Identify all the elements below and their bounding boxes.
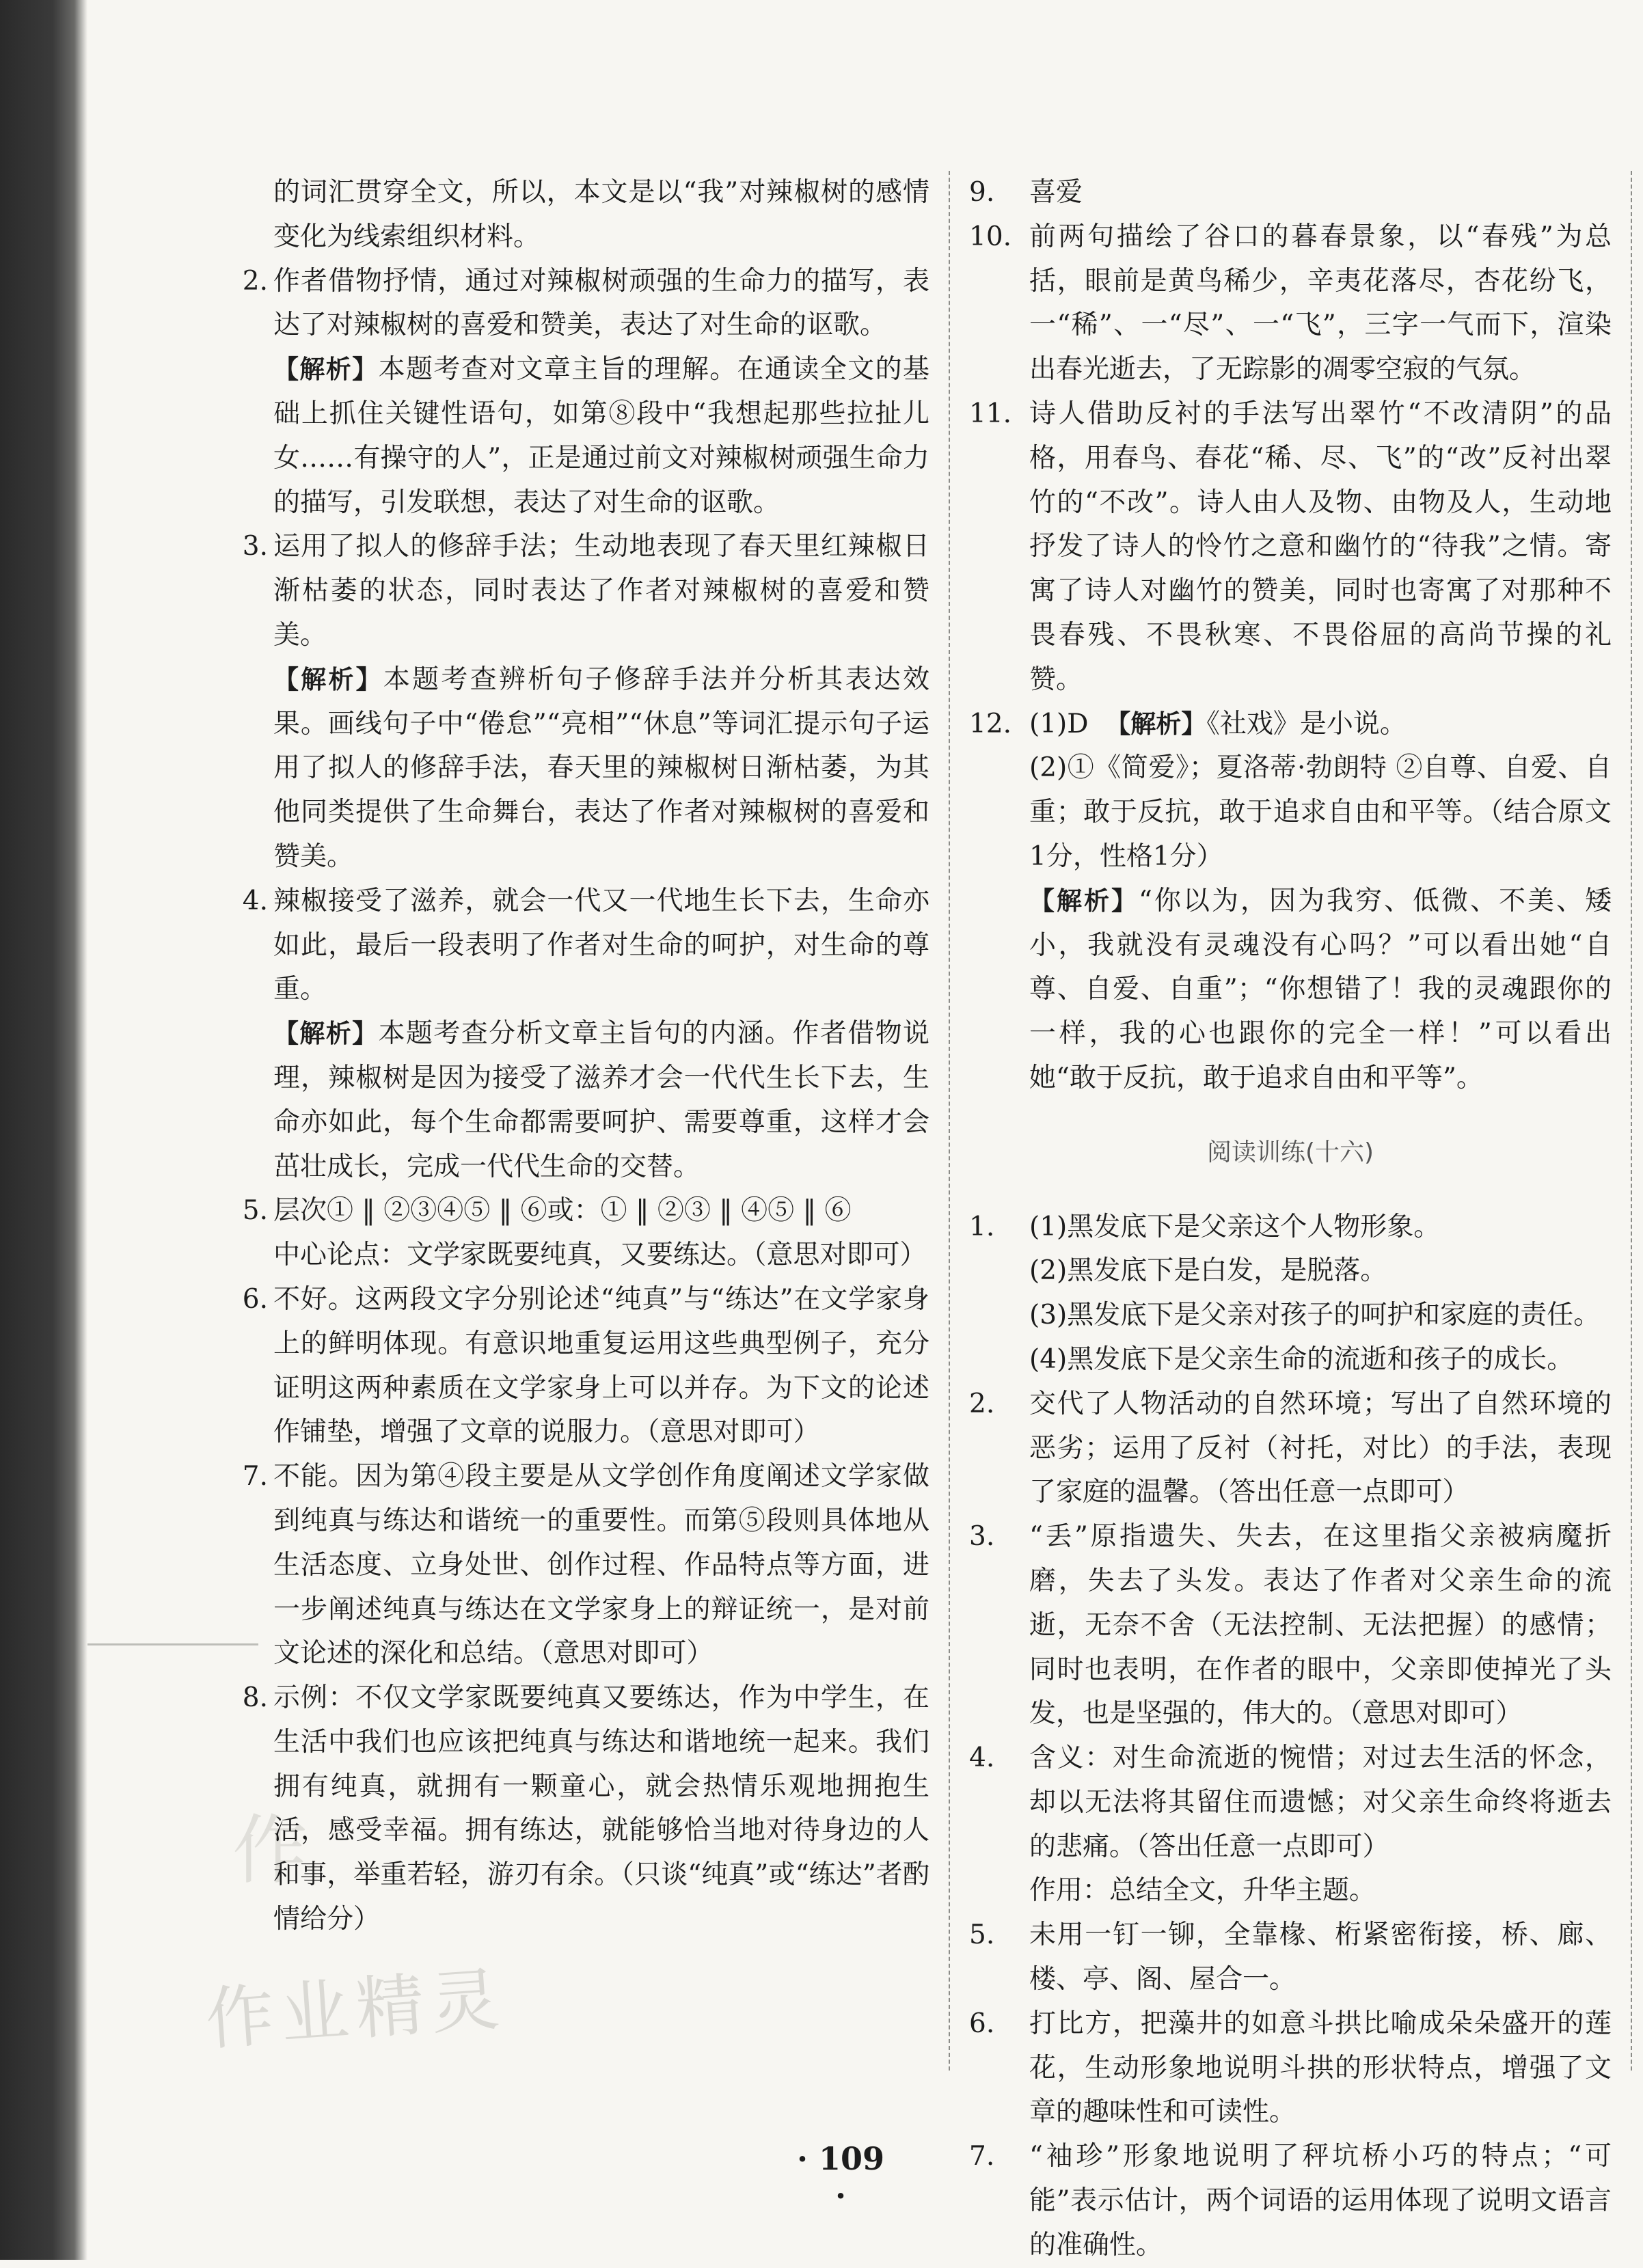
analysis-label: 【解析】 [273, 1019, 379, 1049]
page-number: · 109 · [796, 2140, 885, 2214]
answer-text: 含义：对生命流逝的惋惜；对过去生活的怀念，却以无法将其留住而遗憾；对父亲生命终将逝去的悲痛。（答出任意一点即可） [1029, 1743, 1612, 1862]
item-number: 11. [969, 398, 1012, 429]
sub-answer: (2)黑发底下是白发，是脱落。 [1029, 1255, 1387, 1287]
item-number: 5. [969, 1919, 995, 1951]
sub-answer: (4)黑发底下是父亲生命的流逝和孩子的成长。 [1029, 1343, 1574, 1375]
answer-item-11 [969, 392, 1612, 702]
analysis-label: 【解析】 [1029, 886, 1139, 916]
section-item-3 [969, 1515, 1612, 1736]
sub-answer: (1)黑发底下是父亲这个人物形象。 [1029, 1211, 1441, 1242]
answer-item-8 [242, 1676, 929, 1942]
analysis-text: 本题考查对文章主旨的理解。在通读全文的基础上抓住关键性语句，如第⑧段中“我想起那些拉扯儿女……有操守的人”，正是通过前文对辣椒树顽强生命力的描写，引发联想，表达了对生命的讴歌。 [273, 354, 929, 518]
item-number: 5. [242, 1195, 268, 1227]
answer-item-6 [242, 1278, 929, 1455]
item-number: 6. [242, 1283, 268, 1315]
item-number: 1. [969, 1211, 995, 1242]
item-number: 2. [969, 1388, 995, 1419]
part1-answer: (1)D [1029, 708, 1089, 739]
item-number: 7. [242, 1461, 268, 1492]
answer-text: 作者借物抒情，通过对辣椒树顽强的生命力的描写，表达了对辣椒树的喜爱和赞美，表达了对生命的讴歌。 [273, 265, 929, 341]
analysis-label: 【解析】 [273, 355, 379, 385]
analysis-label: 【解析】 [273, 664, 383, 694]
answer-item-2 [242, 260, 929, 525]
item-number: 8. [242, 1682, 268, 1714]
item-number: 10. [969, 221, 1012, 252]
watermark-faint: 作 [232, 1807, 308, 1894]
answer-item-7 [242, 1455, 929, 1676]
section-item-1 [969, 1205, 1612, 1382]
continuation-text: 的词汇贯穿全文，所以，本文是以“我”对辣椒树的感情变化为线索组织材料。 [273, 177, 929, 252]
sub-answer: (3)黑发底下是父亲对孩子的呵护和家庭的责任。 [1029, 1300, 1601, 1331]
answer-extra: 中心论点：文学家既要纯真，又要练达。（意思对即可） [273, 1240, 927, 1271]
item-number: 7. [969, 2141, 995, 2172]
answer-text: 未用一钉一铆，全靠椽、桁紧密衔接，桥、廊、楼、亭、阁、屋合一。 [1029, 1919, 1612, 1995]
section-item-7 [969, 2135, 1612, 2267]
answer-text: 示例：不仅文学家既要纯真又要练达，作为中学生，在生活中我们也应该把纯真与练达和谐地统一起来。我们拥有纯真，就拥有一颗童心，就会热情乐观地拥抱生活，感受幸福。拥有练达，就能够恰当地对待身边的人和事，举重若轻，游刃有余。（只谈“纯真”或“练达”者酌情给分） [273, 1682, 929, 1935]
analysis-text: 《社戏》是小说。 [1206, 708, 1407, 739]
right-column [969, 171, 1612, 2268]
answer-text: 打比方，把藻井的如意斗拱比喻成朵朵盛开的莲花，生动形象地说明斗拱的形状特点，增强了文章的趣味性和可读性。 [1029, 2008, 1612, 2128]
answer-item-5 [242, 1189, 929, 1278]
answer-item-12 [969, 702, 1612, 1101]
analysis-label: 【解析】 [1105, 709, 1207, 739]
right-margin-line [1631, 171, 1632, 2071]
answer-item-9 [969, 171, 1612, 215]
answer-item-3 [242, 525, 929, 879]
item-number: 12. [969, 708, 1012, 739]
answer-text: 喜爱 [1029, 177, 1083, 208]
analysis-text: 本题考查分析文章主旨句的内涵。作者借物说理，辣椒树是因为接受了滋养才会一代代生长下去，生命亦如此，每个生命都需要呵护、需要尊重，这样才会茁壮成长，完成一代代生命的交替。 [273, 1018, 929, 1182]
section-item-5 [969, 1913, 1612, 2002]
item-number: 2. [242, 265, 268, 297]
answer-item-4 [242, 879, 929, 1190]
item-number: 3. [969, 1521, 995, 1553]
answer-text: 交代了人物活动的自然环境；写出了自然环境的恶劣；运用了反衬（衬托，对比）的手法，表现了家庭的温馨。（答出任意一点即可） [1029, 1388, 1612, 1508]
analysis-text: 本题考查辨析句子修辞手法并分析其表达效果。画线句子中“倦怠”“亮相”“休息”等词汇提示句子运用了拟人的修辞手法，春天里的辣椒树日渐枯萎，为其他同类提供了生命舞台，表达了作者对辣椒树的喜爱和赞美。 [273, 664, 929, 872]
section-item-6 [969, 2002, 1612, 2135]
scan-shadow-edge [0, 0, 87, 2260]
item-number: 4. [242, 885, 268, 916]
answer-text: 运用了拟人的修辞手法；生动地表现了春天里红辣椒日渐枯萎的状态，同时表达了作者对辣椒树的喜爱和赞美。 [273, 531, 929, 651]
item-number: 4. [969, 1743, 995, 1774]
item-number: 6. [969, 2008, 995, 2039]
watermark: 作业精灵 [203, 1958, 509, 2060]
analysis-text: “你以为，因为我穷、低微、不美、矮小，我就没有灵魂没有心吗？”可以看出她“自尊、自爱、自重”；“你想错了！我的灵魂跟你的一样，我的心也跟你的完全一样！”可以看出她“敢于反抗，敢于追求自由和平等”。 [1029, 885, 1612, 1093]
part2-answer: (2)①《简爱》；夏洛蒂·勃朗特 ②自尊、自爱、自重；敢于反抗，敢于追求自由和平等。（结合原文1分，性格1分） [1029, 752, 1612, 872]
answer-text: 辣椒接受了滋养，就会一代又一代地生长下去，生命亦如此，最后一段表明了作者对生命的呵护，对生命的尊重。 [273, 885, 929, 1005]
answer-text: 诗人借助反衬的手法写出翠竹“不改清阴”的品格，用春鸟、春花“稀、尽、飞”的“改”反衬出翠竹的“不改”。诗人由人及物、由物及人，生动地抒发了诗人的怜竹之意和幽竹的“待我”之情。寄寓了诗人对幽竹的赞美，同时也寄寓了对那种不畏春残、不畏秋寒、不畏俗屈的高尚节操的礼赞。 [1029, 398, 1612, 695]
column-divider [949, 171, 950, 2071]
item-number: 3. [242, 531, 268, 562]
answer-text: 不好。这两段文字分别论述“纯真”与“练达”在文学家身上的鲜明体现。有意识地重复运用这些典型例子，充分证明这两种素质在文学家身上可以并存。为下文的论述作铺垫，增强了文章的说服力。（意思对即可） [273, 1283, 929, 1448]
section-item-4 [969, 1736, 1612, 1913]
answer-item-10 [969, 215, 1612, 392]
answer-text: “袖珍”形象地说明了秤坑桥小巧的特点；“可能”表示估计，两个词语的运用体现了说明文语言的准确性。 [1029, 2141, 1612, 2260]
answer-text: 不能。因为第④段主要是从文学创作角度阐述文学家做到纯真与练达和谐统一的重要性。而第⑤段则具体地从生活态度、立身处世、创作过程、作品特点等方面，进一步阐述纯真与练达在文学家身上的辩证统一，是对前文论述的深化和总结。（意思对即可） [273, 1461, 929, 1669]
section-title: 阅读训练(十六) [1206, 1138, 1374, 1166]
section-item-2 [969, 1382, 1612, 1515]
answer-text: “丢”原指遗失、失去，在这里指父亲被病魔折磨，失去了头发。表达了作者对父亲生命的流逝，无奈不舍（无法控制、无法把握）的感情；同时也表明，在作者的眼中，父亲即使掉光了头发，也是坚强的，伟大的。（意思对即可） [1029, 1521, 1612, 1730]
answer-text: 层次① ‖ ②③④⑤ ‖ ⑥或：① ‖ ②③ ‖ ④⑤ ‖ ⑥ [273, 1195, 852, 1227]
item-number: 9. [969, 177, 995, 208]
answer-extra: 作用：总结全文，升华主题。 [1029, 1875, 1376, 1907]
answer-text: 前两句描绘了谷口的暮春景象，以“春残”为总括，眼前是黄鸟稀少，辛夷花落尽，杏花纷飞，一“稀”、一“尽”、一“飞”，三字一气而下，渲染出春光逝去，了无踪影的凋零空寂的气氛。 [1029, 221, 1612, 385]
left-column [242, 171, 929, 1942]
fold-line [87, 1643, 258, 1645]
